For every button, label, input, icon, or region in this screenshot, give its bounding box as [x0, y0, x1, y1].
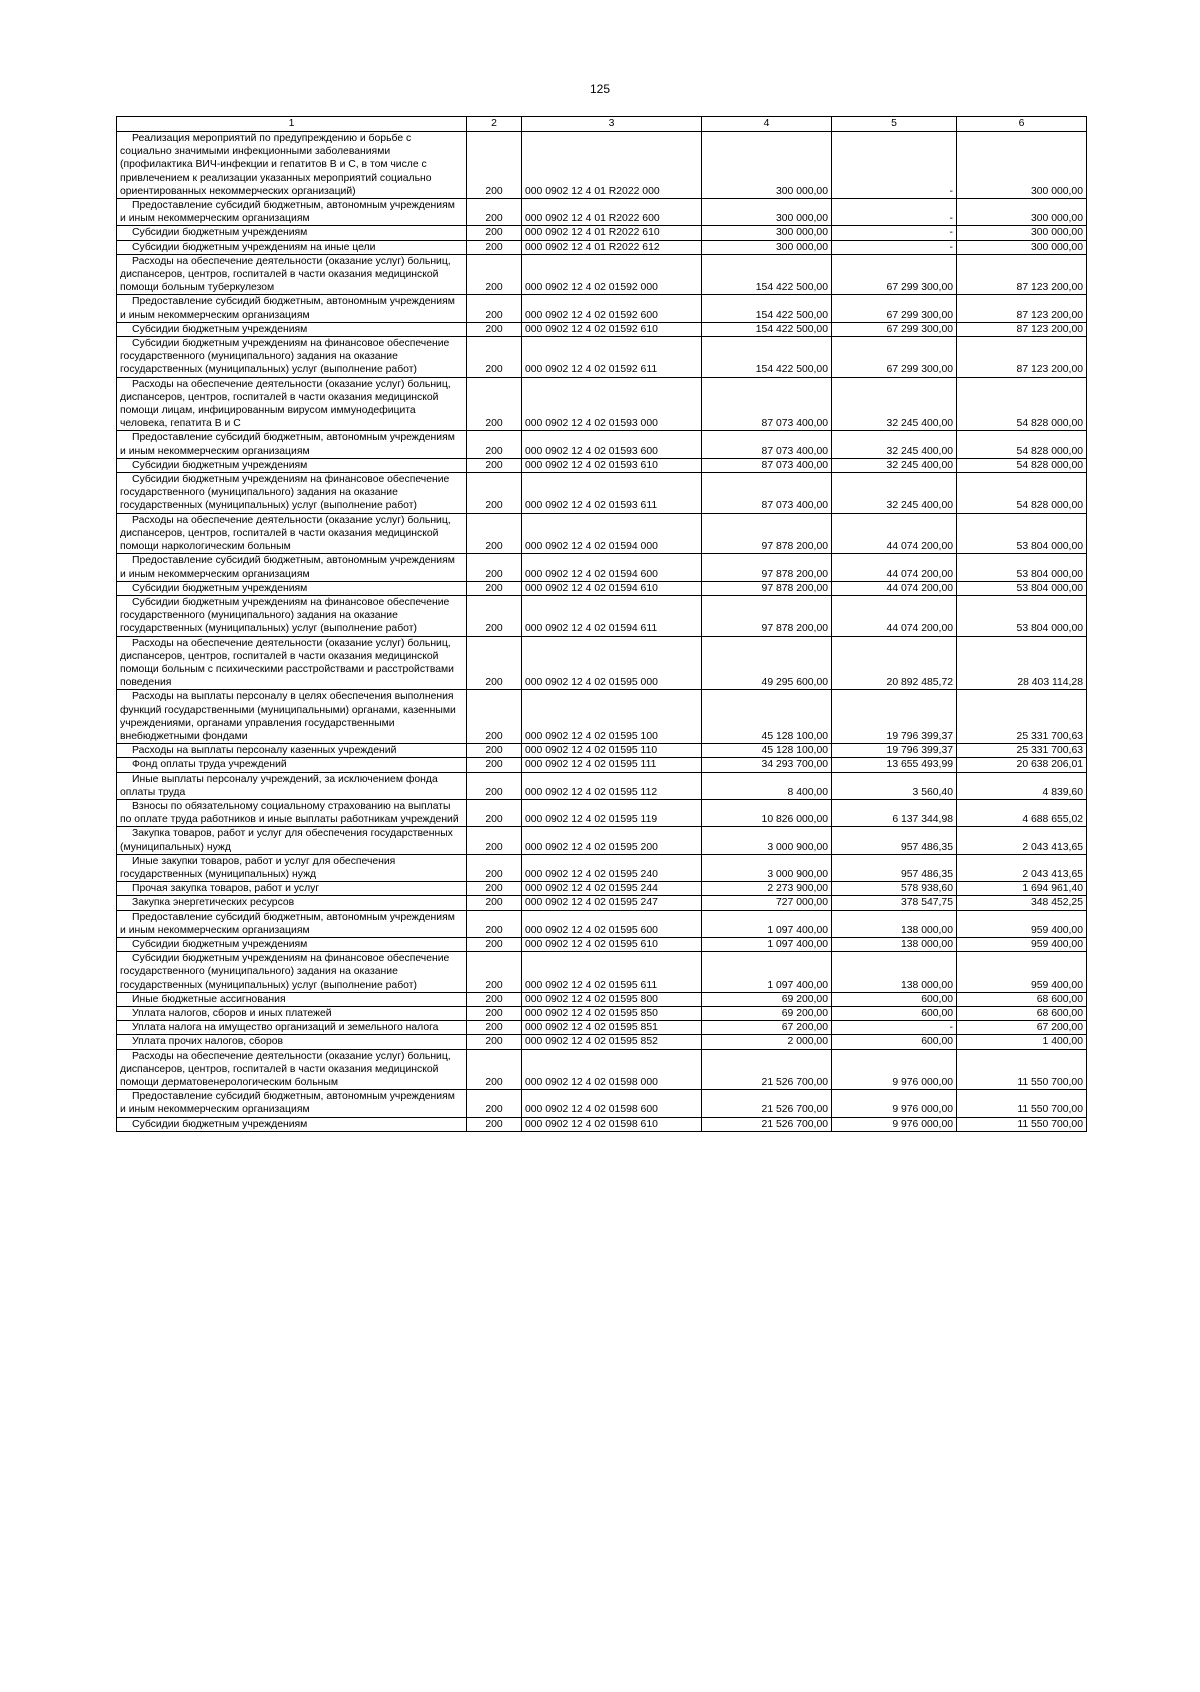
- header-col-5: 5: [832, 117, 957, 132]
- row-value-6: 300 000,00: [957, 132, 1087, 199]
- row-kbk: 000 0902 12 4 02 01595 244: [522, 882, 702, 896]
- row-code: 200: [467, 199, 522, 226]
- table-row: [117, 854, 1087, 881]
- row-code: 200: [467, 240, 522, 254]
- row-code: 200: [467, 132, 522, 199]
- row-value-4: 300 000,00: [702, 240, 832, 254]
- header-col-3: 3: [522, 117, 702, 132]
- row-value-6: 68 600,00: [957, 992, 1087, 1006]
- row-name: Субсидии бюджетным учреждениям: [117, 937, 467, 951]
- row-name: Предоставление субсидий бюджетным, автономным учреждениям и иным некоммерческим организациям: [117, 1090, 467, 1117]
- row-value-6: 54 828 000,00: [957, 458, 1087, 472]
- row-value-5: 32 245 400,00: [832, 377, 957, 431]
- row-code: 200: [467, 254, 522, 295]
- row-value-4: 21 526 700,00: [702, 1117, 832, 1131]
- row-name: Субсидии бюджетным учреждениям: [117, 458, 467, 472]
- row-value-6: 25 331 700,63: [957, 744, 1087, 758]
- table-row: [117, 1117, 1087, 1131]
- row-value-6: 87 123 200,00: [957, 295, 1087, 322]
- row-kbk: 000 0902 12 4 02 01595 851: [522, 1021, 702, 1035]
- row-name: Расходы на выплаты персоналу в целях обеспечения выполнения функций государственными (муниципальными) органами, казенными учреждениями, органами управления государственными внебюджетными фондами: [117, 690, 467, 744]
- row-name: Предоставление субсидий бюджетным, автономным учреждениям и иным некоммерческим организациям: [117, 910, 467, 937]
- row-name: Иные закупки товаров, работ и услуг для обеспечения государственных (муниципальных) нужд: [117, 854, 467, 881]
- row-value-4: 2 000,00: [702, 1035, 832, 1049]
- table-row: [117, 636, 1087, 690]
- row-value-4: 97 878 200,00: [702, 554, 832, 581]
- row-value-5: 44 074 200,00: [832, 554, 957, 581]
- row-value-4: 1 097 400,00: [702, 937, 832, 951]
- row-value-6: 87 123 200,00: [957, 254, 1087, 295]
- row-kbk: 000 0902 12 4 02 01592 610: [522, 322, 702, 336]
- row-code: 200: [467, 636, 522, 690]
- row-value-4: 97 878 200,00: [702, 513, 832, 554]
- table-row: [117, 799, 1087, 826]
- table-row: [117, 882, 1087, 896]
- table-row: [117, 1035, 1087, 1049]
- row-value-4: 97 878 200,00: [702, 581, 832, 595]
- row-name: Расходы на обеспечение деятельности (оказание услуг) больниц, диспансеров, центров, госпиталей в части оказания медицинской помощи больным туберкулезом: [117, 254, 467, 295]
- row-value-5: 6 137 344,98: [832, 799, 957, 826]
- row-value-5: 19 796 399,37: [832, 690, 957, 744]
- row-code: 200: [467, 1090, 522, 1117]
- row-code: 200: [467, 896, 522, 910]
- row-kbk: 000 0902 12 4 02 01595 240: [522, 854, 702, 881]
- row-code: 200: [467, 1035, 522, 1049]
- row-name: Фонд оплаты труда учреждений: [117, 758, 467, 772]
- row-value-4: 10 826 000,00: [702, 799, 832, 826]
- header-col-2: 2: [467, 117, 522, 132]
- row-kbk: 000 0902 12 4 02 01598 610: [522, 1117, 702, 1131]
- row-value-4: 21 526 700,00: [702, 1090, 832, 1117]
- table-row: [117, 431, 1087, 458]
- row-value-5: 67 299 300,00: [832, 322, 957, 336]
- page-number: 125: [589, 82, 611, 96]
- row-value-6: 53 804 000,00: [957, 554, 1087, 581]
- table-row: [117, 473, 1087, 514]
- header-col-6: 6: [957, 117, 1087, 132]
- row-code: 200: [467, 992, 522, 1006]
- row-value-6: 959 400,00: [957, 952, 1087, 993]
- row-value-5: -: [832, 1021, 957, 1035]
- row-code: 200: [467, 1117, 522, 1131]
- row-code: 200: [467, 854, 522, 881]
- row-value-5: 44 074 200,00: [832, 513, 957, 554]
- row-value-6: 4 688 655,02: [957, 799, 1087, 826]
- row-kbk: 000 0902 12 4 02 01595 110: [522, 744, 702, 758]
- row-value-4: 154 422 500,00: [702, 337, 832, 378]
- row-value-4: 3 000 900,00: [702, 827, 832, 854]
- row-value-5: 19 796 399,37: [832, 744, 957, 758]
- table-row: [117, 772, 1087, 799]
- row-name: Субсидии бюджетным учреждениям на финансовое обеспечение государственного (муниципального) задания на оказание государственных (муниципальных) услуг (выполнение работ): [117, 473, 467, 514]
- table-row: [117, 513, 1087, 554]
- row-kbk: 000 0902 12 4 01 R2022 612: [522, 240, 702, 254]
- row-name: Субсидии бюджетным учреждениям: [117, 1117, 467, 1131]
- row-name: Расходы на выплаты персоналу казенных учреждений: [117, 744, 467, 758]
- row-value-4: 1 097 400,00: [702, 952, 832, 993]
- row-kbk: 000 0902 12 4 02 01593 600: [522, 431, 702, 458]
- row-value-5: 138 000,00: [832, 937, 957, 951]
- row-code: 200: [467, 937, 522, 951]
- row-code: 200: [467, 431, 522, 458]
- row-name: Закупка энергетических ресурсов: [117, 896, 467, 910]
- row-value-4: 300 000,00: [702, 226, 832, 240]
- row-value-4: 154 422 500,00: [702, 322, 832, 336]
- row-value-5: 67 299 300,00: [832, 254, 957, 295]
- row-value-5: 138 000,00: [832, 952, 957, 993]
- row-value-4: 69 200,00: [702, 1007, 832, 1021]
- row-name: Субсидии бюджетным учреждениям на финансовое обеспечение государственного (муниципального) задания на оказание государственных (муниципальных) услуг (выполнение работ): [117, 952, 467, 993]
- row-kbk: 000 0902 12 4 02 01595 247: [522, 896, 702, 910]
- row-code: 200: [467, 758, 522, 772]
- row-kbk: 000 0902 12 4 02 01595 200: [522, 827, 702, 854]
- row-code: 200: [467, 513, 522, 554]
- row-value-6: 87 123 200,00: [957, 322, 1087, 336]
- row-kbk: 000 0902 12 4 02 01595 800: [522, 992, 702, 1006]
- row-value-5: 3 560,40: [832, 772, 957, 799]
- row-value-4: 87 073 400,00: [702, 458, 832, 472]
- row-value-6: 4 839,60: [957, 772, 1087, 799]
- row-code: 200: [467, 377, 522, 431]
- row-kbk: 000 0902 12 4 02 01594 000: [522, 513, 702, 554]
- row-value-4: 1 097 400,00: [702, 910, 832, 937]
- row-name: Субсидии бюджетным учреждениям: [117, 226, 467, 240]
- header-row: [117, 117, 1087, 132]
- row-kbk: 000 0902 12 4 02 01595 610: [522, 937, 702, 951]
- row-code: 200: [467, 1007, 522, 1021]
- row-value-4: 300 000,00: [702, 132, 832, 199]
- table-row: [117, 1090, 1087, 1117]
- row-name: Предоставление субсидий бюджетным, автономным учреждениям и иным некоммерческим организациям: [117, 295, 467, 322]
- row-code: 200: [467, 690, 522, 744]
- row-value-6: 53 804 000,00: [957, 595, 1087, 636]
- row-value-5: 44 074 200,00: [832, 581, 957, 595]
- table-row: [117, 827, 1087, 854]
- row-code: 200: [467, 744, 522, 758]
- table-row: [117, 1007, 1087, 1021]
- row-value-6: 54 828 000,00: [957, 431, 1087, 458]
- row-name: Субсидии бюджетным учреждениям: [117, 581, 467, 595]
- row-name: Предоставление субсидий бюджетным, автономным учреждениям и иным некоммерческим организациям: [117, 431, 467, 458]
- table-row: [117, 1049, 1087, 1090]
- table-row: [117, 896, 1087, 910]
- row-value-4: 69 200,00: [702, 992, 832, 1006]
- row-value-4: 3 000 900,00: [702, 854, 832, 881]
- row-value-5: 20 892 485,72: [832, 636, 957, 690]
- row-code: 200: [467, 882, 522, 896]
- row-kbk: 000 0902 12 4 02 01595 119: [522, 799, 702, 826]
- table-row: [117, 581, 1087, 595]
- row-kbk: 000 0902 12 4 02 01592 000: [522, 254, 702, 295]
- row-value-5: 600,00: [832, 992, 957, 1006]
- row-name: Предоставление субсидий бюджетным, автономным учреждениям и иным некоммерческим организациям: [117, 554, 467, 581]
- row-code: 200: [467, 473, 522, 514]
- row-value-5: 138 000,00: [832, 910, 957, 937]
- row-name: Субсидии бюджетным учреждениям на финансовое обеспечение государственного (муниципального) задания на оказание государственных (муниципальных) услуг (выполнение работ): [117, 337, 467, 378]
- row-kbk: 000 0902 12 4 02 01598 000: [522, 1049, 702, 1090]
- row-value-4: 45 128 100,00: [702, 744, 832, 758]
- row-value-5: 378 547,75: [832, 896, 957, 910]
- row-value-6: 11 550 700,00: [957, 1117, 1087, 1131]
- row-name: Уплата налогов, сборов и иных платежей: [117, 1007, 467, 1021]
- row-name: Иные выплаты персоналу учреждений, за исключением фонда оплаты труда: [117, 772, 467, 799]
- row-value-6: 53 804 000,00: [957, 513, 1087, 554]
- row-kbk: 000 0902 12 4 02 01593 000: [522, 377, 702, 431]
- table-row: [117, 595, 1087, 636]
- row-name: Субсидии бюджетным учреждениям на финансовое обеспечение государственного (муниципального) задания на оказание государственных (муниципальных) услуг (выполнение работ): [117, 595, 467, 636]
- row-value-6: 11 550 700,00: [957, 1049, 1087, 1090]
- header-col-4: 4: [702, 117, 832, 132]
- row-value-6: 11 550 700,00: [957, 1090, 1087, 1117]
- row-value-5: 578 938,60: [832, 882, 957, 896]
- row-kbk: 000 0902 12 4 02 01594 611: [522, 595, 702, 636]
- row-value-4: 87 073 400,00: [702, 377, 832, 431]
- row-name: Уплата прочих налогов, сборов: [117, 1035, 467, 1049]
- row-name: Расходы на обеспечение деятельности (оказание услуг) больниц, диспансеров, центров, госпиталей в части оказания медицинской помощи лицам, инфицированным вирусом иммунодефицита человека, гепатита В и С: [117, 377, 467, 431]
- row-kbk: 000 0902 12 4 02 01595 111: [522, 758, 702, 772]
- table-row: [117, 554, 1087, 581]
- table-row: [117, 226, 1087, 240]
- row-kbk: 000 0902 12 4 02 01594 610: [522, 581, 702, 595]
- row-name: Предоставление субсидий бюджетным, автономным учреждениям и иным некоммерческим организациям: [117, 199, 467, 226]
- table-row: [117, 937, 1087, 951]
- row-code: 200: [467, 1049, 522, 1090]
- row-code: 200: [467, 772, 522, 799]
- table-row: [117, 458, 1087, 472]
- row-value-6: 2 043 413,65: [957, 854, 1087, 881]
- row-name: Иные бюджетные ассигнования: [117, 992, 467, 1006]
- row-value-4: 34 293 700,00: [702, 758, 832, 772]
- row-value-5: 9 976 000,00: [832, 1117, 957, 1131]
- row-value-6: 1 694 961,40: [957, 882, 1087, 896]
- table-row: [117, 758, 1087, 772]
- row-value-5: 600,00: [832, 1007, 957, 1021]
- row-kbk: 000 0902 12 4 02 01593 610: [522, 458, 702, 472]
- row-value-5: 13 655 493,99: [832, 758, 957, 772]
- row-code: 200: [467, 554, 522, 581]
- table-row: [117, 992, 1087, 1006]
- row-code: 200: [467, 226, 522, 240]
- row-value-4: 300 000,00: [702, 199, 832, 226]
- row-value-6: 959 400,00: [957, 910, 1087, 937]
- row-code: 200: [467, 337, 522, 378]
- row-code: 200: [467, 595, 522, 636]
- row-kbk: 000 0902 12 4 02 01595 112: [522, 772, 702, 799]
- row-value-4: 49 295 600,00: [702, 636, 832, 690]
- row-kbk: 000 0902 12 4 01 R2022 000: [522, 132, 702, 199]
- row-value-5: 32 245 400,00: [832, 473, 957, 514]
- row-value-5: 957 486,35: [832, 827, 957, 854]
- row-code: 200: [467, 322, 522, 336]
- table-row: [117, 322, 1087, 336]
- row-name: Расходы на обеспечение деятельности (оказание услуг) больниц, диспансеров, центров, госпиталей в части оказания медицинской помощи наркологическим больным: [117, 513, 467, 554]
- table-row: [117, 1021, 1087, 1035]
- table-body: [117, 132, 1087, 1132]
- row-kbk: 000 0902 12 4 02 01595 100: [522, 690, 702, 744]
- budget-table: [116, 116, 1087, 1132]
- table-row: [117, 199, 1087, 226]
- row-value-4: 154 422 500,00: [702, 254, 832, 295]
- row-value-4: 8 400,00: [702, 772, 832, 799]
- row-value-6: 300 000,00: [957, 199, 1087, 226]
- table-row: [117, 337, 1087, 378]
- row-name: Уплата налога на имущество организаций и земельного налога: [117, 1021, 467, 1035]
- row-value-4: 45 128 100,00: [702, 690, 832, 744]
- row-value-4: 87 073 400,00: [702, 431, 832, 458]
- row-name: Расходы на обеспечение деятельности (оказание услуг) больниц, диспансеров, центров, госпиталей в части оказания медицинской помощи дерматовенерологическим больным: [117, 1049, 467, 1090]
- row-value-6: 54 828 000,00: [957, 473, 1087, 514]
- row-name: Закупка товаров, работ и услуг для обеспечения государственных (муниципальных) нужд: [117, 827, 467, 854]
- row-kbk: 000 0902 12 4 01 R2022 610: [522, 226, 702, 240]
- row-value-6: 54 828 000,00: [957, 377, 1087, 431]
- row-kbk: 000 0902 12 4 02 01595 611: [522, 952, 702, 993]
- row-value-5: -: [832, 199, 957, 226]
- row-kbk: 000 0902 12 4 02 01598 600: [522, 1090, 702, 1117]
- row-code: 200: [467, 827, 522, 854]
- header-col-1: 1: [117, 117, 467, 132]
- table-row: [117, 254, 1087, 295]
- row-value-4: 154 422 500,00: [702, 295, 832, 322]
- table-row: [117, 744, 1087, 758]
- table-row: [117, 240, 1087, 254]
- table-row: [117, 952, 1087, 993]
- row-code: 200: [467, 581, 522, 595]
- row-value-5: 32 245 400,00: [832, 458, 957, 472]
- row-value-5: 9 976 000,00: [832, 1090, 957, 1117]
- row-value-6: 959 400,00: [957, 937, 1087, 951]
- row-value-6: 53 804 000,00: [957, 581, 1087, 595]
- row-value-5: 44 074 200,00: [832, 595, 957, 636]
- row-name: Реализация мероприятий по предупреждению и борьбе с социально значимыми инфекционными заболеваниями (профилактика ВИЧ-инфекции и гепатитов В и С, в том числе с привлечением к реализации указанных мероприятий социально ориентированных некоммерческих организаций): [117, 132, 467, 199]
- row-kbk: 000 0902 12 4 02 01595 600: [522, 910, 702, 937]
- row-value-4: 67 200,00: [702, 1021, 832, 1035]
- row-value-6: 300 000,00: [957, 226, 1087, 240]
- row-value-5: 600,00: [832, 1035, 957, 1049]
- row-kbk: 000 0902 12 4 02 01592 611: [522, 337, 702, 378]
- row-code: 200: [467, 952, 522, 993]
- row-value-5: -: [832, 132, 957, 199]
- row-value-5: 9 976 000,00: [832, 1049, 957, 1090]
- row-kbk: 000 0902 12 4 02 01595 000: [522, 636, 702, 690]
- row-code: 200: [467, 910, 522, 937]
- row-value-5: 67 299 300,00: [832, 295, 957, 322]
- row-value-4: 87 073 400,00: [702, 473, 832, 514]
- row-value-6: 68 600,00: [957, 1007, 1087, 1021]
- row-value-6: 348 452,25: [957, 896, 1087, 910]
- row-kbk: 000 0902 12 4 02 01595 850: [522, 1007, 702, 1021]
- row-name: Прочая закупка товаров, работ и услуг: [117, 882, 467, 896]
- row-value-5: 32 245 400,00: [832, 431, 957, 458]
- table-row: [117, 295, 1087, 322]
- table-row: [117, 690, 1087, 744]
- row-value-6: 25 331 700,63: [957, 690, 1087, 744]
- row-kbk: 000 0902 12 4 02 01593 611: [522, 473, 702, 514]
- row-name: Взносы по обязательному социальному страхованию на выплаты по оплате труда работников и иные выплаты работникам учреждений: [117, 799, 467, 826]
- row-value-6: 2 043 413,65: [957, 827, 1087, 854]
- row-value-4: 727 000,00: [702, 896, 832, 910]
- row-value-4: 97 878 200,00: [702, 595, 832, 636]
- row-name: Расходы на обеспечение деятельности (оказание услуг) больниц, диспансеров, центров, госпиталей в части оказания медицинской помощи больным с психическими расстройствами и расстройствами поведения: [117, 636, 467, 690]
- row-name: Субсидии бюджетным учреждениям на иные цели: [117, 240, 467, 254]
- row-kbk: 000 0902 12 4 02 01592 600: [522, 295, 702, 322]
- row-value-4: 21 526 700,00: [702, 1049, 832, 1090]
- row-value-5: -: [832, 240, 957, 254]
- row-value-6: 67 200,00: [957, 1021, 1087, 1035]
- row-kbk: 000 0902 12 4 01 R2022 600: [522, 199, 702, 226]
- table-row: [117, 377, 1087, 431]
- row-code: 200: [467, 295, 522, 322]
- row-value-6: 28 403 114,28: [957, 636, 1087, 690]
- table-row: [117, 132, 1087, 199]
- row-name: Субсидии бюджетным учреждениям: [117, 322, 467, 336]
- row-kbk: 000 0902 12 4 02 01595 852: [522, 1035, 702, 1049]
- row-value-6: 300 000,00: [957, 240, 1087, 254]
- row-value-5: 67 299 300,00: [832, 337, 957, 378]
- row-code: 200: [467, 1021, 522, 1035]
- row-value-6: 87 123 200,00: [957, 337, 1087, 378]
- table-row: [117, 910, 1087, 937]
- row-value-6: 20 638 206,01: [957, 758, 1087, 772]
- row-value-5: 957 486,35: [832, 854, 957, 881]
- row-code: 200: [467, 799, 522, 826]
- row-code: 200: [467, 458, 522, 472]
- row-value-6: 1 400,00: [957, 1035, 1087, 1049]
- row-value-5: -: [832, 226, 957, 240]
- row-value-4: 2 273 900,00: [702, 882, 832, 896]
- row-kbk: 000 0902 12 4 02 01594 600: [522, 554, 702, 581]
